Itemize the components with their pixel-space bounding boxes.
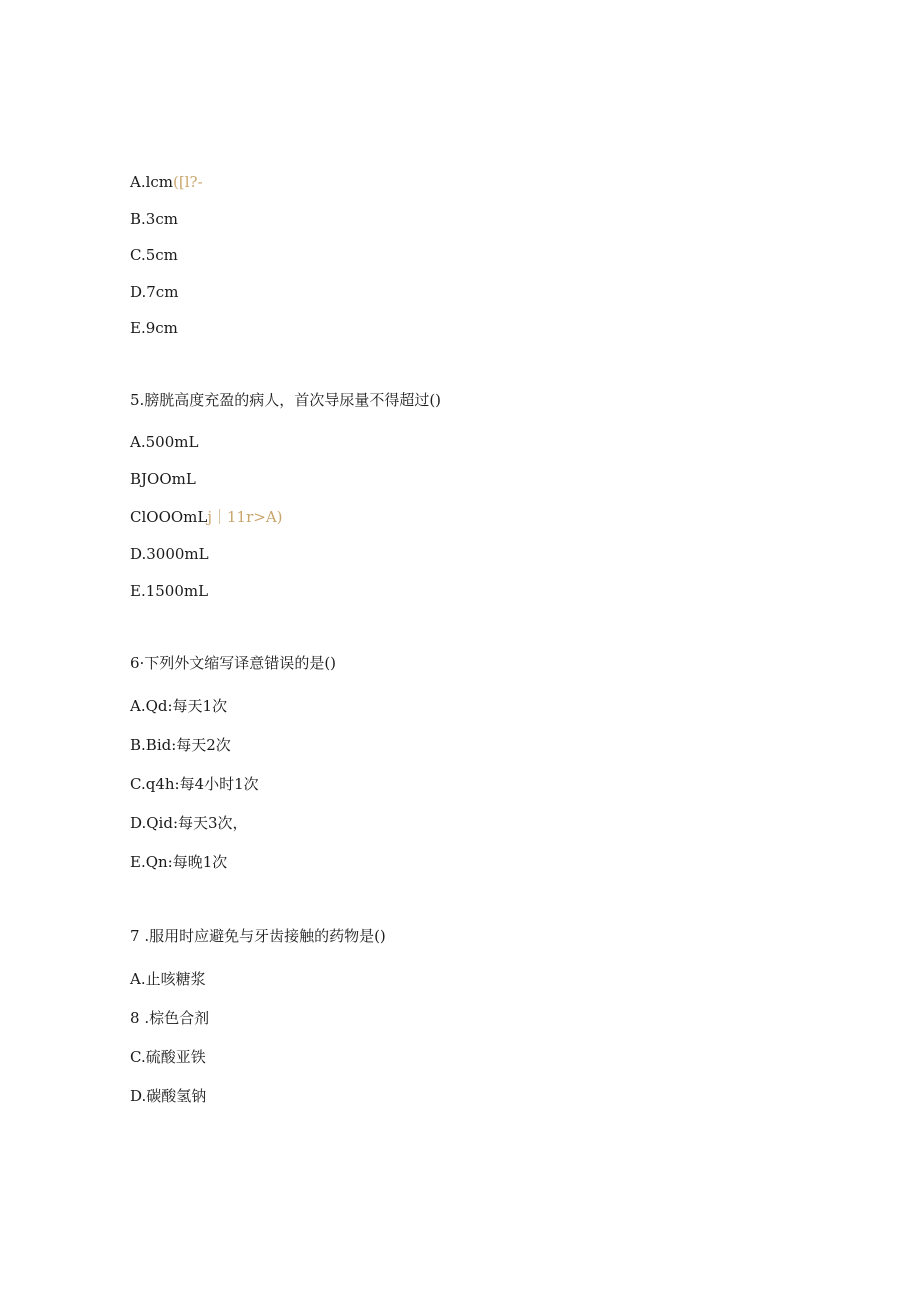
- q5-option-c-text: ClOOOmL: [130, 508, 208, 526]
- q4-option-c: C.5cm: [130, 246, 178, 264]
- q7-stem: 7 .服用时应避免与牙齿接触的药物是(): [130, 927, 386, 945]
- q7-option-b: 8 .棕色合剂: [130, 1009, 210, 1027]
- q4-option-a-handwritten-note: ([l?-: [173, 173, 203, 191]
- q7-option-d: D.碳酸氢钠: [130, 1087, 207, 1105]
- q5-option-d: D.3000mL: [130, 545, 209, 563]
- q6-option-a: A.Qd:每天1次: [130, 697, 228, 715]
- q4-option-d: D.7cm: [130, 283, 179, 301]
- q5-stem: 5.膀胱高度充盈的病人，首次导尿量不得超过(): [130, 391, 442, 409]
- q5-option-c: [130, 507, 283, 527]
- q6-option-c: C.q4h:每4小时1次: [130, 775, 259, 793]
- q5-option-a: A.500mL: [130, 433, 199, 451]
- q6-option-b: B.Bid:每天2次: [130, 736, 231, 754]
- q5-option-b: BJOOmL: [130, 470, 196, 488]
- q5-option-e: E.1500mL: [130, 582, 209, 600]
- q7-option-a: A.止咳糖浆: [130, 970, 206, 988]
- q6-stem: 6·下列外文缩写译意错误的是(): [130, 654, 337, 672]
- q4-option-a: [130, 172, 203, 192]
- q4-option-b: B.3cm: [130, 210, 178, 228]
- q4-option-a-text: A.lcm: [130, 173, 174, 191]
- q5-option-c-handwritten-note: j｜11r>A): [207, 508, 283, 526]
- q6-option-e: E.Qn:每晚1次: [130, 853, 228, 871]
- q6-option-d: D.Qid:每天3次，: [130, 814, 248, 832]
- q7-option-c: C.硫酸亚铁: [130, 1048, 206, 1066]
- q4-option-e: E.9cm: [130, 319, 178, 337]
